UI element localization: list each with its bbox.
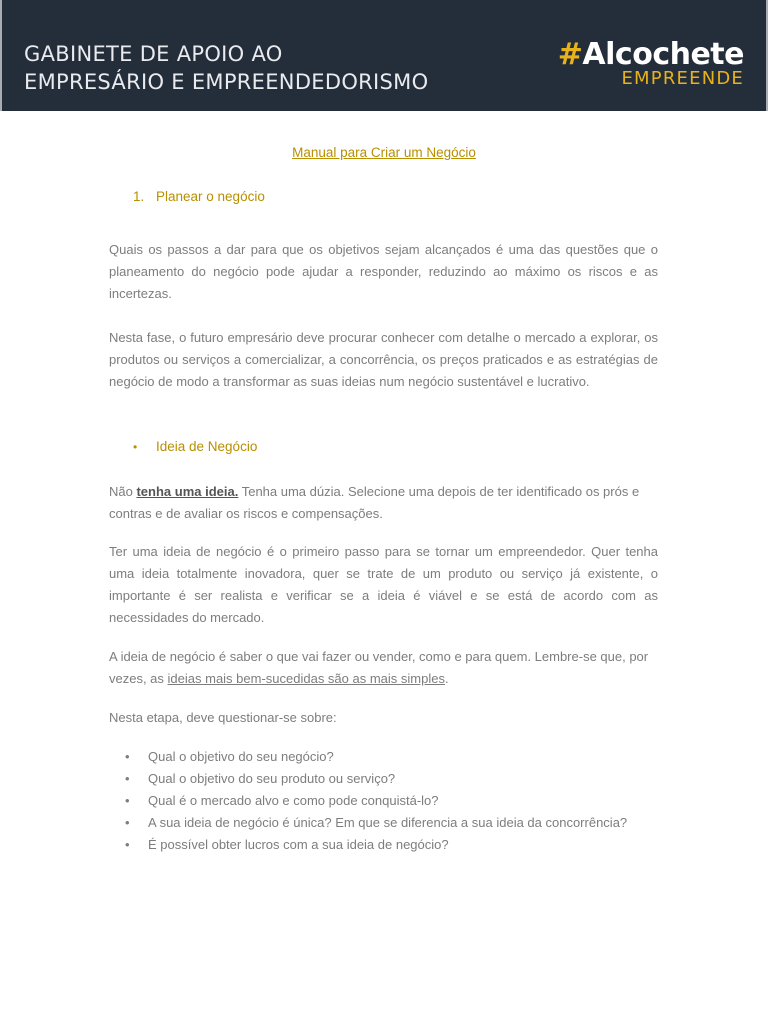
office-title-line-2: EMPRESÁRIO E EMPREENDEDORISMO [24,70,429,94]
paragraph-nesta-fase: Nesta fase, o futuro empresário deve procurar conhecer com detalhe o mercado a explorar, os produtos ou serviços a comercializar, a concorrência, os preços praticados e as estratégias de negócio de modo a transformar as suas ideias num negócio sustentável e lucrativo. [109,330,658,389]
paragraph-duzia [109,481,658,525]
ideias-simples-link[interactable]: ideias mais bem-sucedidas são as mais simples [167,671,445,686]
paragraph-ter-uma-ideia: Ter uma ideia de negócio é o primeiro passo para se tornar um empreendedor. Quer tenha uma ideia totalmente inovadora, quer se trate de um produto ou serviço já existente, o importante é ser realista e verificar se a ideia é viável e se está de acordo com as necessidades do mercado. [109,544,658,625]
list-item [123,812,627,834]
page-header [0,0,768,111]
subsection-title: Ideia de Negócio [156,439,258,454]
brand-subtitle: EMPREENDE [621,68,744,89]
question-text: É possível obter lucros com a sua ideia de negócio? [148,837,449,852]
bullet-icon: • [133,440,138,454]
bullet-icon: • [125,837,130,852]
questions-list [123,746,627,856]
list-item [123,790,627,812]
paragraph-saber-o-que-vai-fazer [109,646,658,690]
paragraph-nesta-etapa: Nesta etapa, deve questionar-se sobre: [109,710,337,725]
paragraph-duzia-rest: Tenha uma dúzia. Selecione uma depois de ter identificado os prós e contras e de avaliar os riscos e compensações. [109,484,640,521]
list-item [123,768,627,790]
tenha-uma-ideia-link[interactable]: tenha uma ideia. [136,484,239,499]
paragraph-objetivos: Quais os passos a dar para que os objetivos sejam alcançados é uma das questões que o planeamento do negócio pode ajudar a responder, reduzindo ao máximo os riscos e as incertezas. [109,242,658,301]
brand-name-text: Alcochete [582,37,744,72]
paragraph-duzia-start: Não [109,484,137,499]
bullet-icon: • [125,771,130,786]
section-heading-planear [133,189,265,204]
office-title-line-1: GABINETE DE APOIO AO [24,42,283,66]
hashtag-icon: # [557,37,583,72]
subsection-heading-ideia [133,439,257,454]
list-item [123,834,627,856]
section-title: Planear o negócio [156,189,265,204]
question-text: Qual o objetivo do seu produto ou serviço? [148,771,396,786]
brand-name [558,38,744,72]
bullet-icon: • [125,749,130,764]
bullet-icon: • [125,793,130,808]
paragraph-saber-end: . [444,671,449,686]
list-item [123,746,627,768]
question-text: Qual o objetivo do seu negócio? [148,749,334,764]
document-title: Manual para Criar um Negócio [292,145,476,160]
bullet-icon: • [125,815,130,830]
question-text: Qual é o mercado alvo e como pode conquistá-lo? [148,793,439,808]
office-title [24,40,428,96]
alcochete-empreende-logo [558,38,744,88]
question-text: A sua ideia de negócio é única? Em que se diferencia a sua ideia da concorrência? [148,815,628,830]
paragraph-saber-start: A ideia de negócio é saber o que vai fazer ou vender, como e para quem. Lembre-se que, por vezes, as [109,649,649,686]
section-number: 1. [133,189,145,204]
